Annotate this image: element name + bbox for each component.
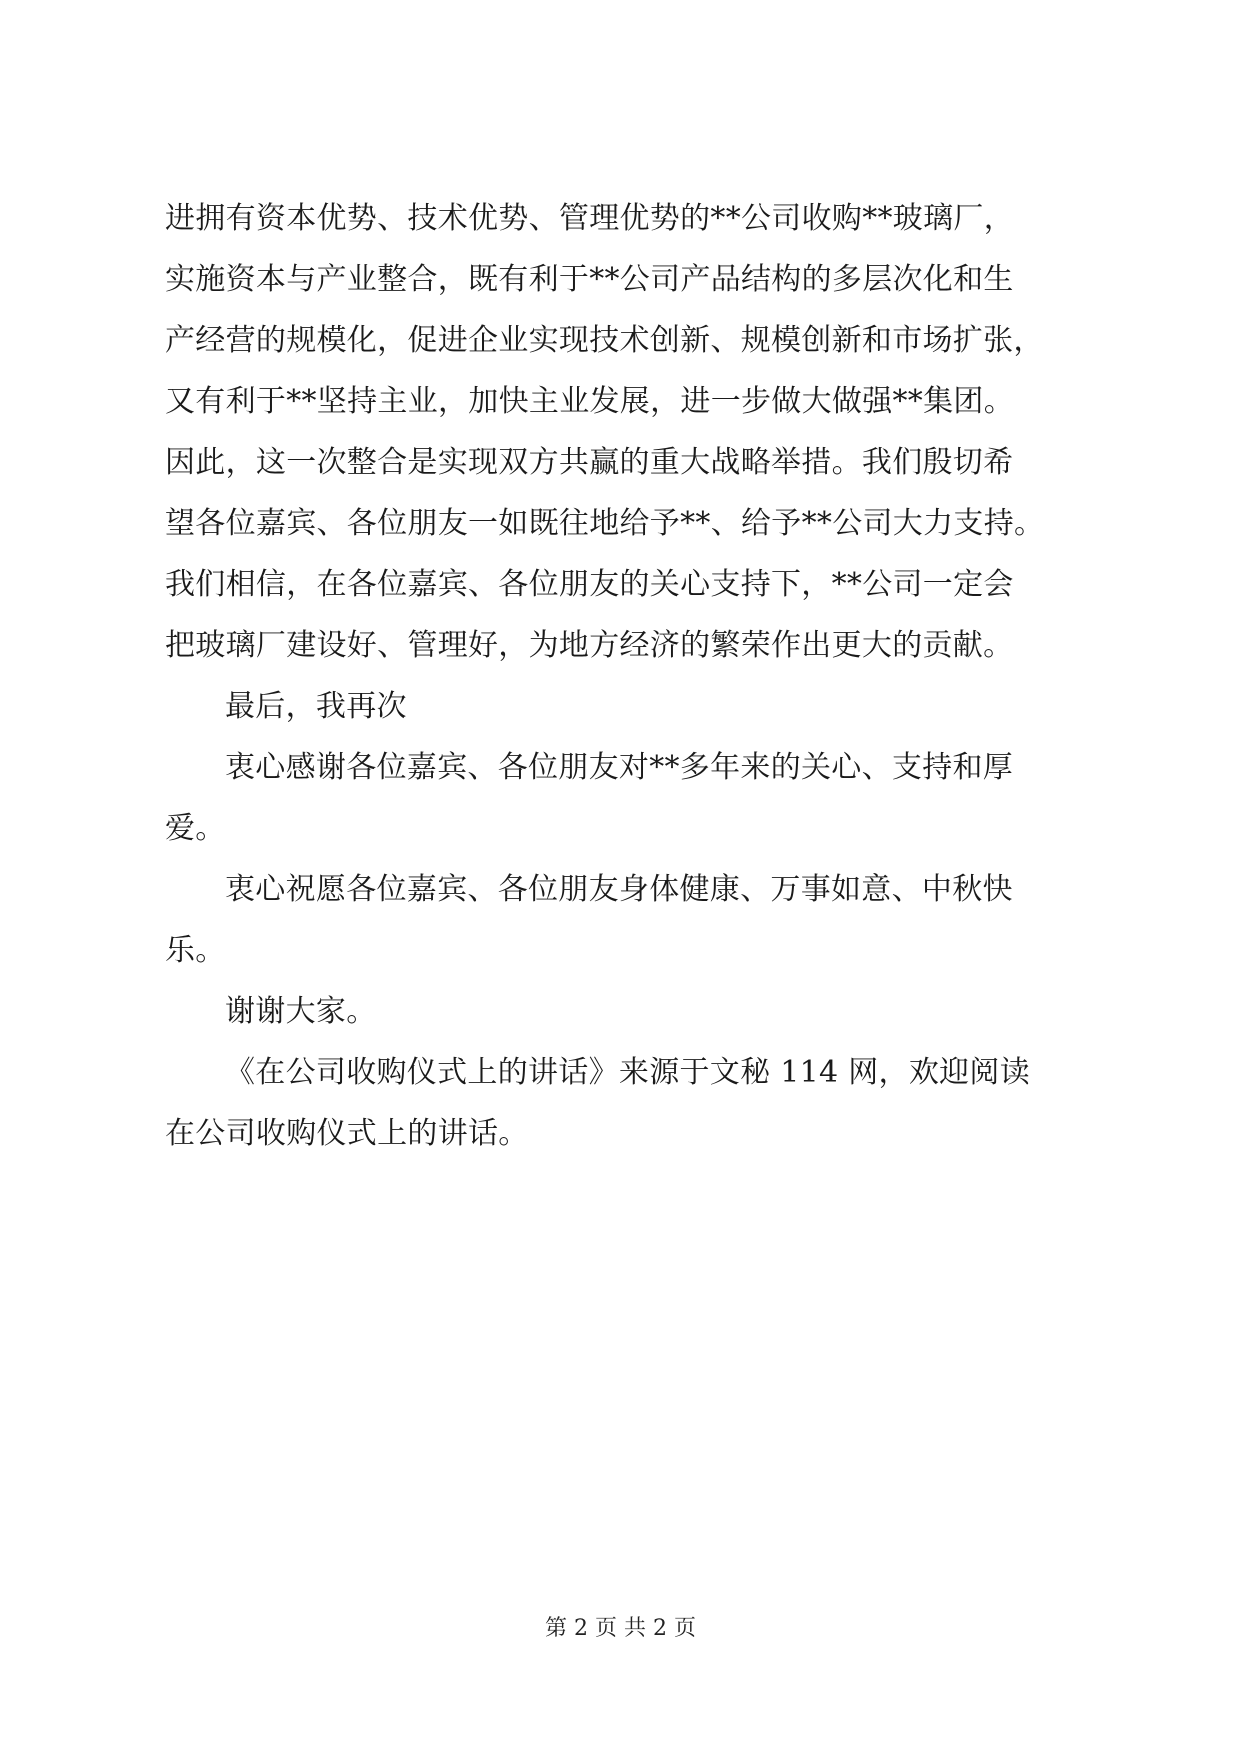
- paragraph-merger-benefits: [165, 200, 1080, 664]
- text-line: 乐。: [165, 933, 226, 968]
- text-line: 爱。: [165, 811, 226, 846]
- text-line: 谢谢大家。: [225, 994, 377, 1029]
- text-line: 衷心祝愿各位嘉宾、各位朋友身体健康、万事如意、中秋快: [225, 872, 1013, 907]
- text-line: 因此，这一次整合是实现双方共赢的重大战略举措。我们殷切希: [165, 445, 1014, 480]
- text-line: 产经营的规模化，促进企业实现技术创新、规模创新和市场扩张，: [165, 323, 1044, 358]
- document-body: [165, 200, 1080, 1176]
- paragraph-wishes: [165, 871, 1080, 969]
- text-line: 进拥有资本优势、技术优势、管理优势的**公司收购**玻璃厂，: [165, 201, 1014, 236]
- paragraph-finally: [165, 688, 1080, 725]
- text-line: 《在公司收购仪式上的讲话》来源于文秘 114 网，欢迎阅读: [225, 1055, 1031, 1090]
- text-line: 我们相信，在各位嘉宾、各位朋友的关心支持下，**公司一定会: [165, 567, 1014, 602]
- text-line: 把玻璃厂建设好、管理好，为地方经济的繁荣作出更大的贡献。: [165, 628, 1014, 663]
- paragraph-source-note: [165, 1054, 1080, 1152]
- text-line: 实施资本与产业整合，既有利于**公司产品结构的多层次化和生: [165, 262, 1014, 297]
- text-line: 最后，我再次: [225, 689, 407, 724]
- text-line: 在公司收购仪式上的讲话。: [165, 1116, 529, 1151]
- text-line: 望各位嘉宾、各位朋友一如既往地给予**、给予**公司大力支持。: [165, 506, 1045, 541]
- text-line: 又有利于**坚持主业，加快主业发展，进一步做大做强**集团。: [165, 384, 1014, 419]
- page-number-footer: 第 2 页 共 2 页: [545, 1616, 696, 1641]
- text-line: 衷心感谢各位嘉宾、各位朋友对**多年来的关心、支持和厚: [225, 750, 1014, 785]
- paragraph-closing: [165, 993, 1080, 1030]
- paragraph-thanks: [165, 749, 1080, 847]
